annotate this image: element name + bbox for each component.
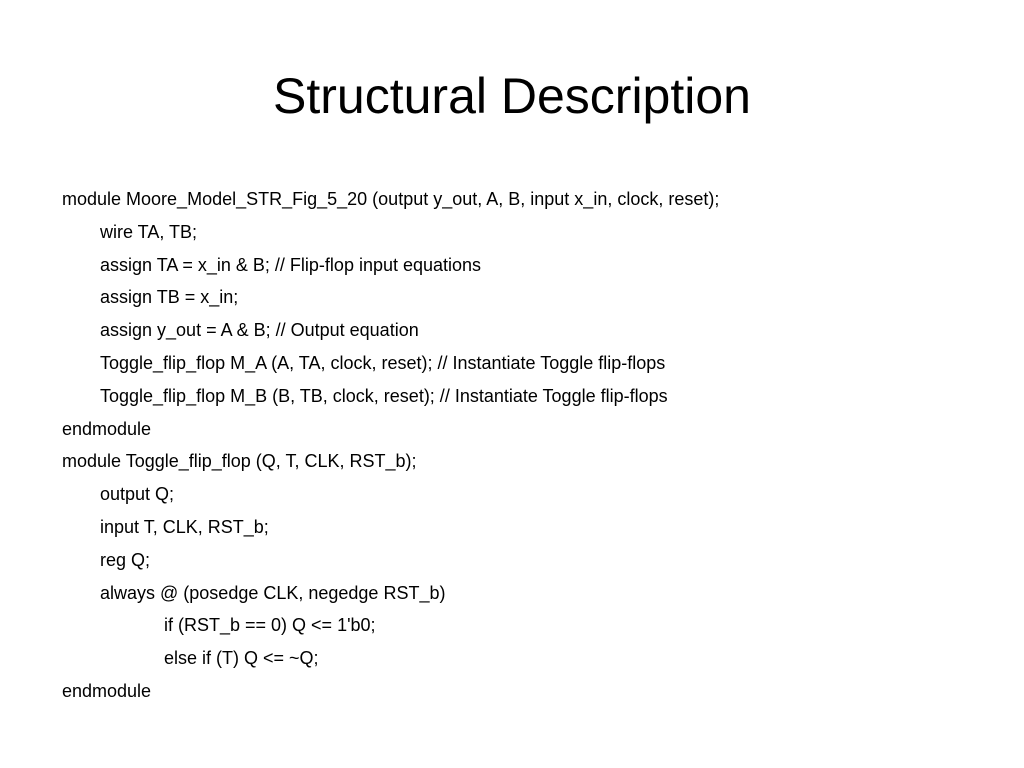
code-listing	[62, 183, 982, 708]
code-line: endmodule	[62, 680, 152, 701]
code-line: assign TA = x_in & B; // Flip-flop input equations	[100, 254, 482, 275]
code-line: reg Q;	[100, 549, 151, 570]
code-line: if (RST_b == 0) Q <= 1'b0;	[164, 615, 376, 636]
code-line: input T, CLK, RST_b;	[100, 516, 269, 537]
code-line: module Toggle_flip_flop (Q, T, CLK, RST_b);	[62, 451, 417, 472]
code-line: module Moore_Model_STR_Fig_5_20 (output y_out, A, B, input x_in, clock, reset);	[62, 189, 720, 209]
code-line: wire TA, TB;	[100, 221, 198, 242]
code-line: Toggle_flip_flop M_B (B, TB, clock, reset); // Instantiate Toggle flip-flops	[100, 385, 668, 406]
code-line: always @ (posedge CLK, negedge RST_b)	[100, 582, 446, 603]
code-line: assign y_out = A & B; // Output equation	[100, 320, 419, 341]
code-line: else if (T) Q <= ~Q;	[164, 648, 319, 669]
code-line: Toggle_flip_flop M_A (A, TA, clock, reset); // Instantiate Toggle flip-flops	[100, 352, 666, 373]
slide-title: Structural Description	[273, 68, 751, 124]
code-line: output Q;	[100, 484, 175, 505]
code-line: assign TB = x_in;	[100, 287, 239, 308]
code-line: endmodule	[62, 418, 152, 439]
